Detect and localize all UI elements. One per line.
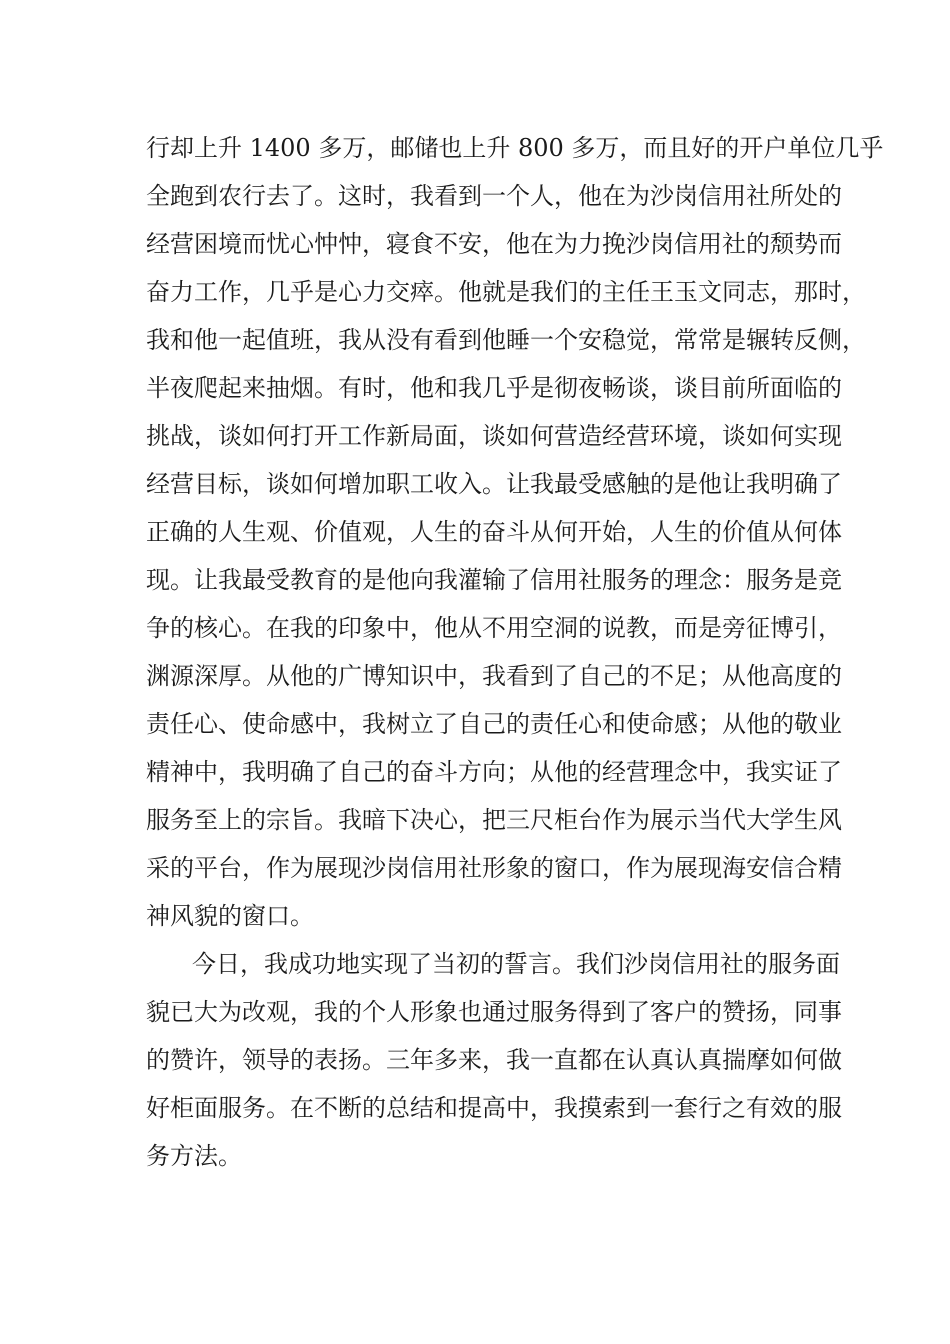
text-line: 服务至上的宗旨。我暗下决心，把三尺柜台作为展示当代大学生风	[146, 806, 842, 834]
text-line: 的赞许，领导的表扬。三年多来，我一直都在认真认真揣摩如何做	[146, 1046, 842, 1074]
text-line: 貌已大为改观，我的个人形象也通过服务得到了客户的赞扬，同事	[146, 998, 842, 1026]
document-body	[146, 134, 884, 1190]
text-line: 责任心、使命感中，我树立了自己的责任心和使命感；从他的敬业	[146, 710, 842, 738]
text-line: 现。让我最受教育的是他向我灌输了信用社服务的理念：服务是竞	[146, 566, 842, 594]
text-line: 争的核心。在我的印象中，他从不用空洞的说教，而是旁征博引，	[146, 614, 842, 642]
text-line: 务方法。	[146, 1142, 242, 1170]
text-line: 我和他一起值班，我从没有看到他睡一个安稳觉，常常是辗转反侧，	[146, 326, 866, 354]
text-line: 奋力工作，几乎是心力交瘁。他就是我们的主任王玉文同志，那时，	[146, 278, 866, 306]
text-line: 渊源深厚。从他的广博知识中，我看到了自己的不足；从他高度的	[146, 662, 842, 690]
text-line: 精神中，我明确了自己的奋斗方向；从他的经营理念中，我实证了	[146, 758, 842, 786]
text-line: 好柜面服务。在不断的总结和提高中，我摸索到一套行之有效的服	[146, 1094, 842, 1122]
text-line: 正确的人生观、价值观，人生的奋斗从何开始，人生的价值从何体	[146, 518, 842, 546]
text-line: 全跑到农行去了。这时，我看到一个人，他在为沙岗信用社所处的	[146, 182, 842, 210]
text-line: 经营目标，谈如何增加职工收入。让我最受感触的是他让我明确了	[146, 470, 842, 498]
text-line: 行却上升 1400 多万，邮储也上升 800 多万，而且好的开户单位几乎	[146, 134, 884, 162]
text-line: 神风貌的窗口。	[146, 902, 314, 930]
text-line: 经营困境而忧心忡忡，寝食不安，他在为力挽沙岗信用社的颓势而	[146, 230, 842, 258]
text-line: 采的平台，作为展现沙岗信用社形象的窗口，作为展现海安信合精	[146, 854, 842, 882]
text-line: 挑战，谈如何打开工作新局面，谈如何营造经营环境，谈如何实现	[146, 422, 842, 450]
text-line: 半夜爬起来抽烟。有时，他和我几乎是彻夜畅谈，谈目前所面临的	[146, 374, 842, 402]
paragraph-first-line: 今日，我成功地实现了当初的誓言。我们沙岗信用社的服务面	[192, 950, 840, 978]
